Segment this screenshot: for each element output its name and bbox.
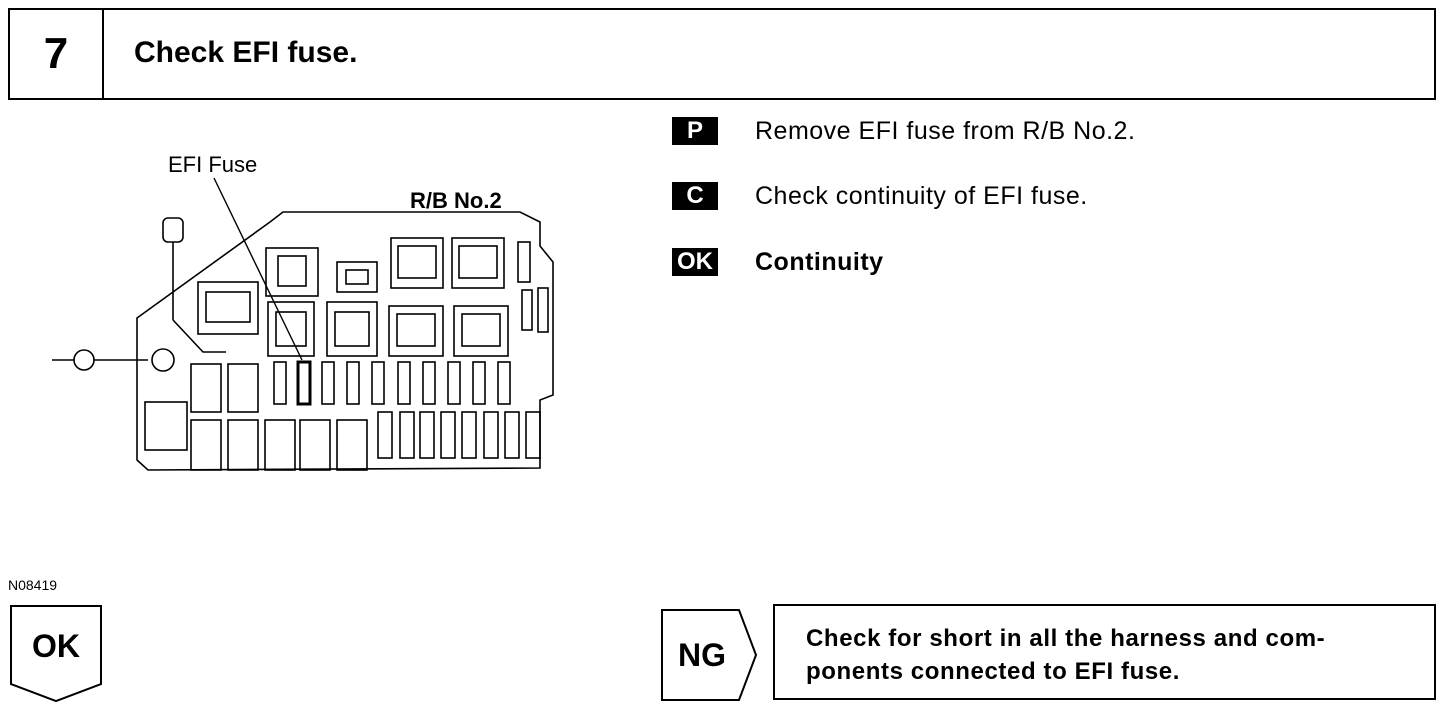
instruction-result: Continuity	[755, 248, 884, 276]
step-title: Check EFI fuse.	[134, 36, 358, 69]
ng-label: NG	[678, 637, 726, 673]
badge-check: C	[672, 182, 718, 210]
label-relay-block: R/B No.2	[410, 188, 502, 213]
label-efi-fuse: EFI Fuse	[168, 152, 258, 177]
step-number: 7	[10, 10, 104, 98]
ng-message-line2: ponents connected to EFI fuse.	[806, 658, 1181, 685]
instruction-check-continuity: Check continuity of EFI fuse.	[755, 182, 1088, 210]
badge-prepare: P	[672, 117, 718, 145]
ng-message	[806, 622, 1406, 688]
ng-message-line1: Check for short in all the harness and com-	[806, 625, 1326, 652]
instruction-remove-fuse: Remove EFI fuse from R/B No.2.	[755, 117, 1136, 145]
figure-id: N08419	[8, 577, 58, 593]
badge-ok: OK	[672, 248, 718, 276]
ok-label: OK	[32, 628, 80, 664]
relay-block-diagram	[0, 0, 660, 560]
